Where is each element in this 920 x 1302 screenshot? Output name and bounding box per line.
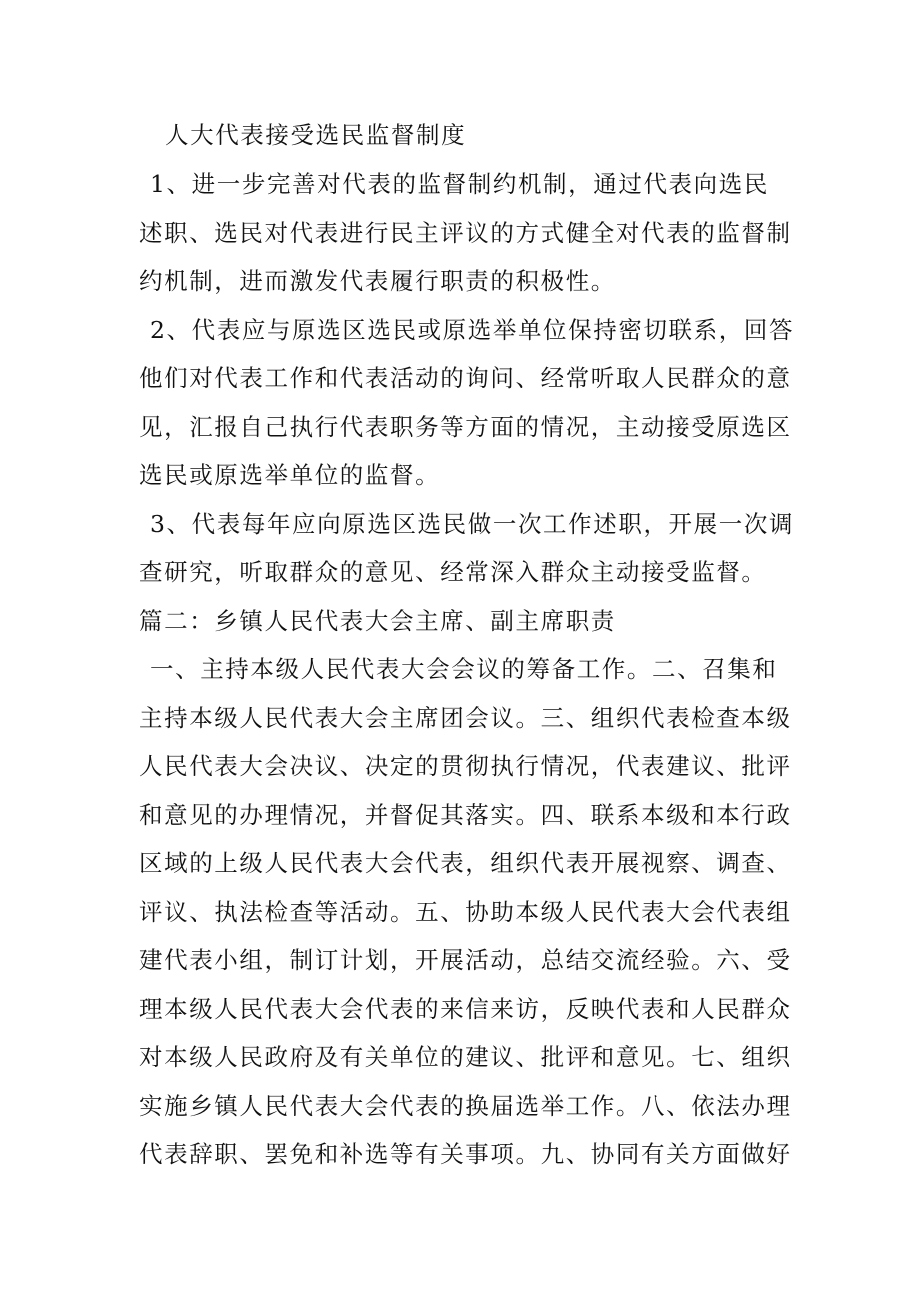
paragraph-line: 述职、选民对代表进行民主评议的方式健全对代表的监督制 [139, 219, 792, 247]
paragraph-line: 代表辞职、罢免和补选等有关事项。九、协同有关方面做好 [139, 1140, 792, 1168]
paragraph-line: 1、进一步完善对代表的监督制约机制，通过代表向选民 [150, 170, 769, 198]
paragraph-line: 区域的上级人民代表大会代表，组织代表开展视察、调查、 [139, 849, 792, 877]
paragraph-line: 他们对代表工作和代表活动的询问、经常听取人民群众的意 [139, 364, 792, 392]
paragraph-line: 查研究，听取群众的意见、经常深入群众主动接受监督。 [139, 558, 767, 586]
paragraph-line: 一、主持本级人民代表大会会议的筹备工作。二、召集和 [150, 655, 778, 683]
paragraph-line: 见，汇报自己执行代表职务等方面的情况，主动接受原选区 [139, 413, 792, 441]
paragraph-line: 建代表小组，制订计划，开展活动，总结交流经验。六、受 [139, 946, 792, 974]
paragraph-line: 和意见的办理情况，并督促其落实。四、联系本级和本行政 [139, 801, 792, 829]
document-title: 人大代表接受选民监督制度 [165, 121, 467, 149]
paragraph-line: 2、代表应与原选区选民或原选举单位保持密切联系，回答 [150, 316, 795, 344]
section-heading: 篇二：乡镇人民代表大会主席、副主席职责 [139, 607, 616, 635]
paragraph-line: 选民或原选举单位的监督。 [139, 461, 441, 489]
paragraph-line: 约机制，进而激发代表履行职责的积极性。 [139, 267, 616, 295]
paragraph-line: 评议、执法检查等活动。五、协助本级人民代表大会代表组 [139, 898, 792, 926]
paragraph-line: 理本级人民代表大会代表的来信来访，反映代表和人民群众 [139, 995, 792, 1023]
paragraph-line: 主持本级人民代表大会主席团会议。三、组织代表检查本级 [139, 704, 792, 732]
paragraph-line: 3、代表每年应向原选区选民做一次工作述职，开展一次调 [150, 510, 795, 538]
paragraph-line: 实施乡镇人民代表大会代表的换届选举工作。八、依法办理 [139, 1092, 792, 1120]
paragraph-line: 人民代表大会决议、决定的贯彻执行情况，代表建议、批评 [139, 752, 792, 780]
paragraph-line: 对本级人民政府及有关单位的建议、批评和意见。七、组织 [139, 1043, 792, 1071]
